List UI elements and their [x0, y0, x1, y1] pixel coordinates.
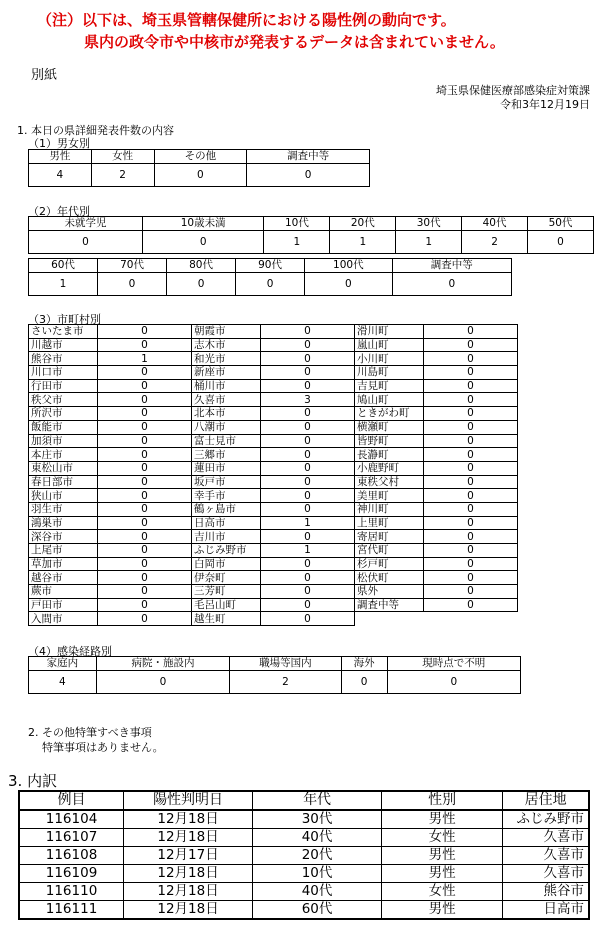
municipality-count: 0: [97, 325, 191, 339]
municipality-count: 0: [260, 598, 354, 612]
municipality-row: [29, 366, 518, 380]
municipality-name: 熊谷市: [29, 352, 98, 366]
municipality-count: 0: [260, 530, 354, 544]
municipality-count: 0: [97, 338, 191, 352]
municipality-count: 0: [423, 461, 517, 475]
municipality-count: 0: [260, 338, 354, 352]
section2-body: 特筆事項はありません。: [42, 741, 164, 754]
age-header-cell: 調査中等: [392, 259, 511, 273]
sex-value-cell: 4: [29, 164, 92, 187]
municipality-name: 朝霞市: [191, 325, 260, 339]
municipality-name: 富士見市: [191, 434, 260, 448]
municipality-name: さいたま市: [29, 325, 98, 339]
municipality-name: 寄居町: [354, 530, 423, 544]
municipality-name: 深谷市: [29, 530, 98, 544]
age-header-cell: 20代: [330, 217, 396, 231]
municipality-count: 0: [423, 502, 517, 516]
municipality-name: 狭山市: [29, 489, 98, 503]
age-header-cell: 40代: [462, 217, 528, 231]
route-value-cell: 2: [230, 671, 342, 694]
age-value-cell: 1: [396, 231, 462, 254]
age-value-cell: 0: [305, 273, 393, 296]
municipality-count: 0: [423, 598, 517, 612]
sex-value-cell: 0: [154, 164, 247, 187]
municipality-count: 3: [260, 393, 354, 407]
municipality-name: 鳩山町: [354, 393, 423, 407]
attachment-label: 別紙: [31, 68, 58, 83]
case-header-cell: 年代: [253, 791, 382, 810]
municipality-row: [29, 420, 518, 434]
municipality-count: 0: [260, 434, 354, 448]
case-cell: 10代: [253, 865, 382, 883]
case-cell: 男性: [382, 847, 503, 865]
municipality-name: 小鹿野町: [354, 461, 423, 475]
notice-line-1: （注）以下は、埼玉県管轄保健所における陽性例の動向です。: [37, 11, 456, 29]
municipality-count: 0: [97, 434, 191, 448]
age-table-1: [28, 216, 594, 254]
sex-title: （1）男女別: [28, 137, 90, 150]
municipality-name: 東秩父村: [354, 475, 423, 489]
municipality-row: [29, 557, 518, 571]
municipality-count: 0: [97, 557, 191, 571]
municipality-name: ふじみ野市: [191, 544, 260, 558]
case-cell: 女性: [382, 883, 503, 901]
case-cell: ふじみ野市: [503, 810, 589, 829]
municipality-count: 0: [423, 366, 517, 380]
municipality-count: 0: [97, 530, 191, 544]
municipality-count: 0: [97, 366, 191, 380]
municipality-name: 坂戸市: [191, 475, 260, 489]
municipality-count: 0: [423, 475, 517, 489]
municipality-name: 三芳町: [191, 585, 260, 599]
municipality-count: 0: [260, 489, 354, 503]
notice-line-2: 県内の政令市や中核市が発表するデータは含まれていません。: [84, 33, 505, 51]
age-header-cell: 100代: [305, 259, 393, 273]
age-header-cell: 30代: [396, 217, 462, 231]
municipality-count: 0: [97, 544, 191, 558]
issuer: 埼玉県保健医療部感染症対策課: [436, 84, 590, 97]
municipality-count: 0: [97, 475, 191, 489]
municipality-count: 0: [97, 571, 191, 585]
municipality-name: 新座市: [191, 366, 260, 380]
municipality-name: 小川町: [354, 352, 423, 366]
case-row: [19, 810, 589, 829]
age-value-cell: 1: [330, 231, 396, 254]
municipality-name: 本庄市: [29, 448, 98, 462]
municipality-count: 0: [97, 393, 191, 407]
municipality-row: [29, 352, 518, 366]
municipality-name: 吉見町: [354, 379, 423, 393]
age-title: （2）年代別: [28, 205, 90, 218]
age-header-cell: 70代: [98, 259, 167, 273]
municipality-row: [29, 489, 518, 503]
case-cell: 116104: [19, 810, 124, 829]
route-header-cell: 海外: [341, 657, 387, 671]
age-header-cell: 10代: [264, 217, 330, 231]
case-cell: 12月17日: [124, 847, 253, 865]
route-header-cell: 家庭内: [29, 657, 97, 671]
case-cell: 116110: [19, 883, 124, 901]
municipality-name: 上里町: [354, 516, 423, 530]
sex-value-cell: 2: [91, 164, 154, 187]
municipality-name: 飯能市: [29, 420, 98, 434]
municipality-count: 0: [260, 557, 354, 571]
age-value-cell: 0: [236, 273, 305, 296]
municipality-row: [29, 379, 518, 393]
municipality-name: 越谷市: [29, 571, 98, 585]
case-cell: 久喜市: [503, 865, 589, 883]
case-cell: 女性: [382, 829, 503, 847]
case-cell: 男性: [382, 901, 503, 920]
municipality-name: 美里町: [354, 489, 423, 503]
age-value-cell: 2: [462, 231, 528, 254]
municipality-name: 羽生市: [29, 502, 98, 516]
sex-header-cell: その他: [154, 150, 247, 164]
case-row: [19, 829, 589, 847]
section1-title: 1. 本日の県詳細発表件数の内容: [17, 124, 174, 137]
case-cell: 12月18日: [124, 901, 253, 920]
case-header-cell: 居住地: [503, 791, 589, 810]
municipality-name: 八潮市: [191, 420, 260, 434]
municipality-row: [29, 530, 518, 544]
age-value-cell: 1: [264, 231, 330, 254]
municipality-row: [29, 544, 518, 558]
municipality-count: 1: [260, 516, 354, 530]
municipality-name: 東松山市: [29, 461, 98, 475]
age-header-cell: 10歳未満: [142, 217, 264, 231]
age-header-cell: 90代: [236, 259, 305, 273]
case-cell: 20代: [253, 847, 382, 865]
municipality-row: [29, 434, 518, 448]
section3-title: 3. 内訳: [8, 772, 58, 790]
municipality-name: 宮代町: [354, 544, 423, 558]
municipality-name: 入間市: [29, 612, 98, 626]
municipality-name: 蓮田市: [191, 461, 260, 475]
municipality-count: 0: [423, 571, 517, 585]
municipality-name: 所沢市: [29, 407, 98, 421]
municipality-name: 鴻巣市: [29, 516, 98, 530]
municipality-name: 杉戸町: [354, 557, 423, 571]
route-value-cell: 4: [29, 671, 97, 694]
age-value-cell: 0: [392, 273, 511, 296]
municipality-name: 県外: [354, 585, 423, 599]
municipality-name: 調査中等: [354, 598, 423, 612]
municipality-count: 0: [423, 379, 517, 393]
sex-header-cell: 女性: [91, 150, 154, 164]
municipality-count: 0: [97, 461, 191, 475]
age-value-cell: 0: [167, 273, 236, 296]
municipality-count: 0: [423, 338, 517, 352]
case-row: [19, 901, 589, 920]
municipality-row: [29, 475, 518, 489]
municipality-count: 0: [97, 420, 191, 434]
municipality-name: 横瀬町: [354, 420, 423, 434]
age-header-cell: 50代: [528, 217, 594, 231]
municipality-name: ときがわ町: [354, 407, 423, 421]
age-header-cell: 80代: [167, 259, 236, 273]
municipality-count: 0: [260, 475, 354, 489]
municipality-name: 神川町: [354, 502, 423, 516]
route-table: [28, 656, 521, 694]
municipality-row: [29, 585, 518, 599]
age-header-cell: 60代: [29, 259, 98, 273]
case-cell: 12月18日: [124, 810, 253, 829]
municipality-name: 滑川町: [354, 325, 423, 339]
municipality-count: 0: [97, 379, 191, 393]
case-cell: 日高市: [503, 901, 589, 920]
municipality-row: [29, 448, 518, 462]
route-value-cell: 0: [387, 671, 520, 694]
age-value-cell: 0: [98, 273, 167, 296]
municipality-count: 0: [423, 489, 517, 503]
municipality-name: 桶川市: [191, 379, 260, 393]
case-row: [19, 865, 589, 883]
case-cell: 116111: [19, 901, 124, 920]
municipality-count: 0: [97, 612, 191, 626]
municipality-count: 0: [260, 612, 354, 626]
municipality-name: 越生町: [191, 612, 260, 626]
municipality-count: 0: [97, 516, 191, 530]
municipality-name: 戸田市: [29, 598, 98, 612]
municipality-name: 久喜市: [191, 393, 260, 407]
case-cell: 12月18日: [124, 883, 253, 901]
section2-title: 2. その他特筆すべき事項: [28, 726, 152, 739]
municipality-name: 松伏町: [354, 571, 423, 585]
case-cell: 久喜市: [503, 829, 589, 847]
municipality-count: 0: [260, 420, 354, 434]
sex-header-cell: 調査中等: [247, 150, 370, 164]
municipality-row: [29, 516, 518, 530]
municipality-name: 長瀞町: [354, 448, 423, 462]
age-value-cell: 1: [29, 273, 98, 296]
case-cell: 12月18日: [124, 865, 253, 883]
municipality-count: 0: [260, 461, 354, 475]
municipality-count: 0: [260, 448, 354, 462]
empty-cell: [423, 612, 517, 626]
case-cell: 116109: [19, 865, 124, 883]
municipality-name: 川越市: [29, 338, 98, 352]
municipality-count: 0: [260, 585, 354, 599]
municipality-count: 0: [423, 557, 517, 571]
municipality-count: 0: [260, 352, 354, 366]
age-value-cell: 0: [142, 231, 264, 254]
municipality-table: [28, 324, 518, 626]
municipality-count: 0: [423, 420, 517, 434]
municipality-count: 0: [260, 366, 354, 380]
case-header-cell: 例目: [19, 791, 124, 810]
municipality-name: 川島町: [354, 366, 423, 380]
case-cell: 40代: [253, 883, 382, 901]
case-row: [19, 883, 589, 901]
municipality-count: 0: [97, 598, 191, 612]
municipality-row: [29, 461, 518, 475]
municipality-name: 幸手市: [191, 489, 260, 503]
municipality-row: [29, 393, 518, 407]
municipality-count: 0: [97, 585, 191, 599]
municipality-name: 加須市: [29, 434, 98, 448]
municipality-row: [29, 407, 518, 421]
municipality-name: 春日部市: [29, 475, 98, 489]
case-cell: 12月18日: [124, 829, 253, 847]
route-header-cell: 病院・施設内: [96, 657, 229, 671]
age-value-cell: 0: [29, 231, 143, 254]
case-cell: 久喜市: [503, 847, 589, 865]
municipality-name: 毛呂山町: [191, 598, 260, 612]
municipality-row: [29, 502, 518, 516]
municipality-count: 0: [260, 407, 354, 421]
municipality-row: [29, 338, 518, 352]
municipality-name: 秩父市: [29, 393, 98, 407]
route-value-cell: 0: [341, 671, 387, 694]
case-table: [18, 790, 590, 920]
case-header-cell: 陽性判明日: [124, 791, 253, 810]
case-cell: 60代: [253, 901, 382, 920]
municipality-count: 0: [260, 325, 354, 339]
age-header-cell: 未就学児: [29, 217, 143, 231]
municipality-name: 蕨市: [29, 585, 98, 599]
route-title: （4）感染経路別: [28, 645, 112, 658]
municipality-count: 0: [423, 516, 517, 530]
municipality-count: 0: [97, 489, 191, 503]
municipality-name: 皆野町: [354, 434, 423, 448]
case-row: [19, 847, 589, 865]
municipality-count: 1: [260, 544, 354, 558]
municipality-row: [29, 571, 518, 585]
municipality-name: 日高市: [191, 516, 260, 530]
case-cell: 男性: [382, 810, 503, 829]
municipality-count: 0: [260, 379, 354, 393]
municipality-count: 0: [423, 393, 517, 407]
case-cell: 30代: [253, 810, 382, 829]
age-table-2: [28, 258, 512, 296]
case-header-cell: 性別: [382, 791, 503, 810]
municipality-count: 0: [97, 407, 191, 421]
route-header-cell: 現時点で不明: [387, 657, 520, 671]
case-cell: 熊谷市: [503, 883, 589, 901]
route-header-cell: 職場等国内: [230, 657, 342, 671]
municipality-count: 0: [423, 544, 517, 558]
municipality-count: 0: [97, 448, 191, 462]
municipality-count: 0: [260, 571, 354, 585]
municipality-count: 0: [423, 325, 517, 339]
route-value-cell: 0: [96, 671, 229, 694]
municipality-name: 草加市: [29, 557, 98, 571]
age-value-cell: 0: [528, 231, 594, 254]
municipality-count: 0: [423, 585, 517, 599]
case-cell: 116108: [19, 847, 124, 865]
municipality-name: 和光市: [191, 352, 260, 366]
municipality-row: [29, 612, 518, 626]
municipality-count: 0: [423, 448, 517, 462]
municipality-count: 0: [423, 434, 517, 448]
municipality-name: 伊奈町: [191, 571, 260, 585]
case-cell: 116107: [19, 829, 124, 847]
municipality-row: [29, 598, 518, 612]
sex-value-cell: 0: [247, 164, 370, 187]
municipality-count: 0: [423, 407, 517, 421]
municipality-count: 0: [423, 352, 517, 366]
municipality-name: 嵐山町: [354, 338, 423, 352]
municipality-count: 0: [423, 530, 517, 544]
municipality-count: 1: [97, 352, 191, 366]
municipality-name: 吉川市: [191, 530, 260, 544]
municipality-name: 三郷市: [191, 448, 260, 462]
case-cell: 40代: [253, 829, 382, 847]
municipality-count: 0: [97, 502, 191, 516]
municipality-name: 志木市: [191, 338, 260, 352]
sex-table: [28, 149, 370, 187]
municipality-row: [29, 325, 518, 339]
municipality-name: 北本市: [191, 407, 260, 421]
sex-header-cell: 男性: [29, 150, 92, 164]
document-date: 令和3年12月19日: [500, 98, 590, 111]
municipality-name: 白岡市: [191, 557, 260, 571]
municipality-name: 川口市: [29, 366, 98, 380]
case-cell: 男性: [382, 865, 503, 883]
municipality-title: （3）市町村別: [28, 313, 101, 326]
municipality-count: 0: [260, 502, 354, 516]
municipality-name: 上尾市: [29, 544, 98, 558]
municipality-name: 行田市: [29, 379, 98, 393]
municipality-name: 鶴ヶ島市: [191, 502, 260, 516]
empty-cell: [354, 612, 423, 626]
